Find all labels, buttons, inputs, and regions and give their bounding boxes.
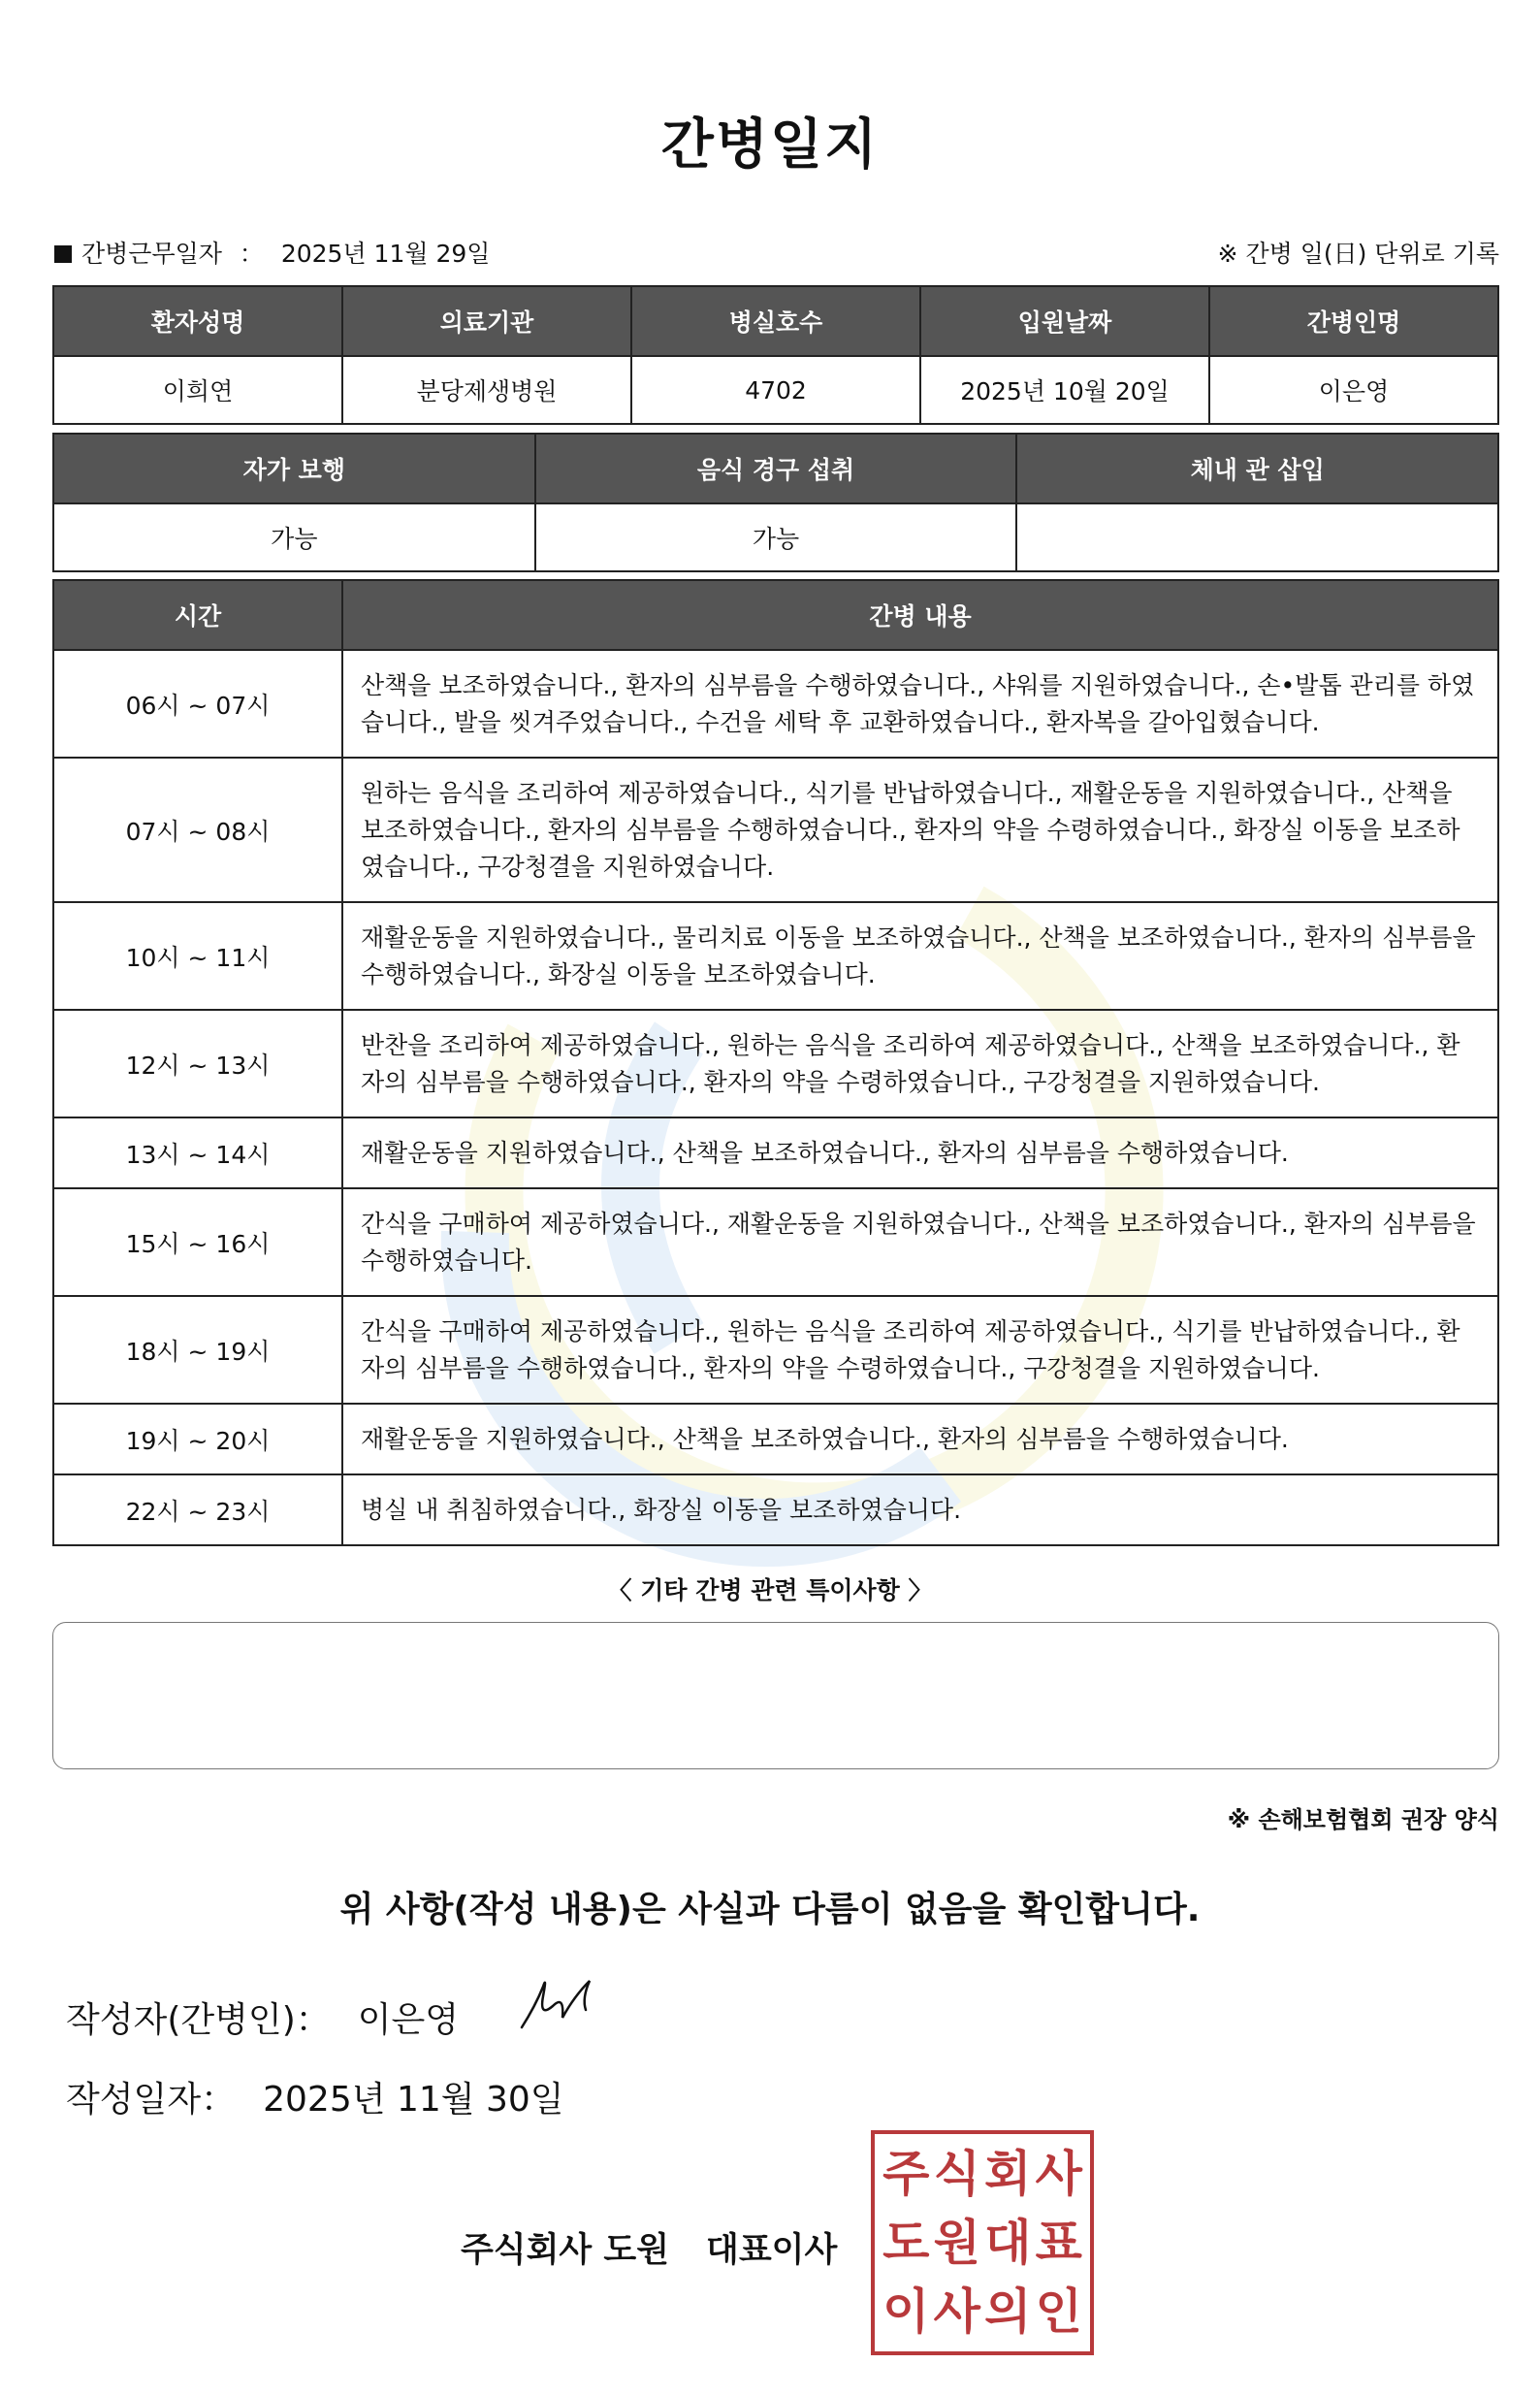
work-date-separator: ： xyxy=(239,240,264,268)
write-date-label: 작성일자： xyxy=(66,2080,237,2120)
row-content: 반찬을 조리하여 제공하였습니다., 원하는 음식을 조리하여 제공하였습니다., 산책을 보조하였습니다., 환자의 심부름을 수행하였습니다., 환자의 약을 수령하였습니다., 구강청결을 지원하였습니다. xyxy=(342,1010,1498,1117)
oral-intake-value: 가능 xyxy=(535,503,1017,571)
header-oral-intake: 음식 경구 섭취 xyxy=(535,434,1017,503)
header-hospital: 의료기관 xyxy=(342,286,631,356)
writer-line xyxy=(66,1992,459,2042)
special-notes-label: 〈 기타 간병 관련 특이사항 〉 xyxy=(607,1576,933,1604)
caregiver-name: 이은영 xyxy=(1209,356,1498,424)
row-content: 간식을 구매하여 제공하였습니다., 재활운동을 지원하였습니다., 산책을 보조하였습니다., 환자의 심부름을 수행하였습니다. xyxy=(342,1188,1498,1296)
table-row xyxy=(53,1188,1498,1296)
company-name: 주식회사 도원 xyxy=(461,2231,670,2270)
signature-icon xyxy=(514,1967,611,2035)
row-time: 18시 ~ 19시 xyxy=(53,1296,342,1404)
writer-label: 작성자(간병인)： xyxy=(66,2000,331,2040)
write-date-line xyxy=(66,2072,564,2121)
table-row xyxy=(53,650,1498,758)
table-row xyxy=(53,1296,1498,1404)
writer-name: 이은영 xyxy=(357,2000,460,2040)
header-admission-date: 입원날짜 xyxy=(920,286,1209,356)
hospital-name: 분당제생병원 xyxy=(342,356,631,424)
row-content: 원하는 음식을 조리하여 제공하였습니다., 식기를 반납하였습니다., 재활운동을 지원하였습니다., 산책을 보조하였습니다., 환자의 심부름을 수행하였습니다., 환자의 약을 수령하였습니다., 화장실 이동을 보조하였습니다., 구강청결을 지원하였습니다. xyxy=(342,758,1498,902)
table-row xyxy=(53,1117,1498,1188)
row-time: 10시 ~ 11시 xyxy=(53,902,342,1010)
row-content: 산책을 보조하였습니다., 환자의 심부름을 수행하였습니다., 샤워를 지원하였습니다., 손•발톱 관리를 하였습니다., 발을 씻겨주었습니다., 수건을 세탁 후 교환하였습니다., 환자복을 갈아입혔습니다. xyxy=(342,650,1498,758)
row-content: 병실 내 취침하였습니다., 화장실 이동을 보조하였습니다. xyxy=(342,1474,1498,1545)
row-time: 13시 ~ 14시 xyxy=(53,1117,342,1188)
row-content: 간식을 구매하여 제공하였습니다., 원하는 음식을 조리하여 제공하였습니다., 식기를 반납하였습니다., 환자의 심부름을 수행하였습니다., 환자의 약을 수령하였습니다., 구강청결을 지원하였습니다. xyxy=(342,1296,1498,1404)
table-row xyxy=(53,1474,1498,1545)
document-title: 간병일지 xyxy=(660,113,880,177)
admission-date: 2025년 10월 20일 xyxy=(920,356,1209,424)
header-tube-insertion: 체내 관 삽입 xyxy=(1016,434,1498,503)
company-representative: 대표이사 xyxy=(706,2231,838,2270)
work-date-label: 간병근무일자 xyxy=(81,240,222,268)
write-date-value: 2025년 11월 30일 xyxy=(263,2080,564,2120)
header-time: 시간 xyxy=(53,580,342,650)
table-row xyxy=(53,1404,1498,1474)
row-time: 12시 ~ 13시 xyxy=(53,1010,342,1117)
row-time: 22시 ~ 23시 xyxy=(53,1474,342,1545)
row-time: 19시 ~ 20시 xyxy=(53,1404,342,1474)
table-row xyxy=(53,902,1498,1010)
header-care-content: 간병 내용 xyxy=(342,580,1498,650)
row-time: 07시 ~ 08시 xyxy=(53,758,342,902)
special-notes-box xyxy=(52,1622,1499,1769)
row-time: 06시 ~ 07시 xyxy=(53,650,342,758)
row-time: 15시 ~ 16시 xyxy=(53,1188,342,1296)
table-row xyxy=(53,1010,1498,1117)
room-number: 4702 xyxy=(631,356,920,424)
patient-status-table xyxy=(52,433,1499,572)
patient-name: 이희연 xyxy=(53,356,342,424)
table-row xyxy=(53,758,1498,902)
unit-note: ※ 간병 일(日) 단위로 기록 xyxy=(1217,240,1499,268)
confirmation-statement: 위 사항(작성 내용)은 사실과 다름이 없음을 확인합니다. xyxy=(339,1890,1201,1929)
row-content: 재활운동을 지원하였습니다., 물리치료 이동을 보조하였습니다., 산책을 보조하였습니다., 환자의 심부름을 수행하였습니다., 화장실 이동을 보조하였습니다. xyxy=(342,902,1498,1010)
patient-info-table xyxy=(52,285,1499,425)
company-signature-line xyxy=(461,2223,837,2272)
work-date-value: 2025년 11월 29일 xyxy=(280,240,491,268)
self-walking-value: 가능 xyxy=(53,503,535,571)
company-seal-icon: 주 식 회 사 도 원 대 표 이 사 의 인 xyxy=(871,2130,1094,2355)
recommended-form-note: ※ 손해보험협회 권장 양식 xyxy=(1227,1806,1499,1833)
row-content: 재활운동을 지원하였습니다., 산책을 보조하였습니다., 환자의 심부름을 수행하였습니다. xyxy=(342,1404,1498,1474)
tube-insertion-value xyxy=(1016,503,1498,571)
care-log-table xyxy=(52,579,1499,1546)
square-bullet-icon xyxy=(54,245,72,263)
row-content: 재활운동을 지원하였습니다., 산책을 보조하였습니다., 환자의 심부름을 수행하였습니다. xyxy=(342,1117,1498,1188)
header-room-number: 병실호수 xyxy=(631,286,920,356)
header-patient-name: 환자성명 xyxy=(53,286,342,356)
work-date-line xyxy=(54,235,490,270)
header-caregiver-name: 간병인명 xyxy=(1209,286,1498,356)
header-self-walking: 자가 보행 xyxy=(53,434,535,503)
